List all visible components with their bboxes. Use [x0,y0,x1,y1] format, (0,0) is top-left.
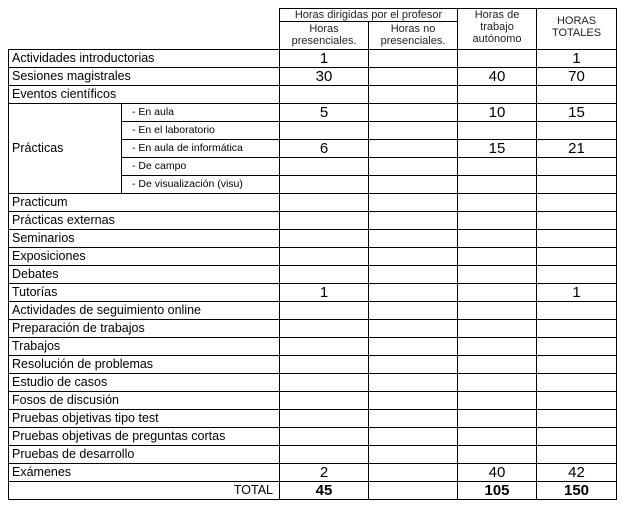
practicas-sub-label: - En aula [122,104,280,122]
total-cell: 70 [537,68,617,86]
table-row [9,86,617,104]
presenciales-cell: 2 [280,464,369,482]
total-cell [537,356,617,374]
autonomo-cell [458,374,537,392]
table-row [9,68,617,86]
total-autonomo-cell: 105 [458,482,537,500]
autonomo-cell [458,428,537,446]
total-cell: 1 [537,284,617,302]
presenciales-cell [280,194,369,212]
header-no-presenciales-cell: Horas no presenciales. [369,22,458,50]
total-cell [537,446,617,464]
activity-label: Actividades de seguimiento online [9,302,280,320]
presenciales-cell [280,320,369,338]
activity-label: Preparación de trabajos [9,320,280,338]
presenciales-cell [280,158,369,176]
table-row [9,410,617,428]
autonomo-cell [458,356,537,374]
no-presenciales-cell [369,266,458,284]
activity-label: Seminarios [9,230,280,248]
total-cell [537,428,617,446]
presenciales-cell [280,392,369,410]
table-row [9,320,617,338]
activity-label: Prácticas externas [9,212,280,230]
activity-label: Pruebas objetivas de preguntas cortas [9,428,280,446]
table-row [9,194,617,212]
table-row [9,212,617,230]
total-cell: 15 [537,104,617,122]
table-row [9,284,617,302]
activity-label: Exposiciones [9,248,280,266]
no-presenciales-cell [369,122,458,140]
no-presenciales-cell [369,194,458,212]
table-row [9,446,617,464]
activity-label: Actividades introductorias [9,50,280,68]
autonomo-cell [458,248,537,266]
activity-label: Practicum [9,194,280,212]
presenciales-cell [280,248,369,266]
autonomo-cell [458,302,537,320]
autonomo-cell [458,122,537,140]
presenciales-cell [280,86,369,104]
activity-label: Tutorías [9,284,280,302]
activity-label: Estudio de casos [9,374,280,392]
total-total-cell: 150 [537,482,617,500]
practicas-sub-label: - De visualización (visu) [122,176,280,194]
presenciales-cell [280,374,369,392]
activity-label: Eventos científicos [9,86,280,104]
activity-label: Pruebas objetivas tipo test [9,410,280,428]
header-totales-cell: HORAS TOTALES [537,9,617,50]
presenciales-cell [280,446,369,464]
no-presenciales-cell [369,50,458,68]
presenciales-cell [280,356,369,374]
autonomo-cell [458,86,537,104]
autonomo-cell [458,212,537,230]
no-presenciales-cell [369,140,458,158]
presenciales-cell: 1 [280,284,369,302]
practicas-row [9,104,617,122]
presenciales-cell [280,428,369,446]
total-cell [537,410,617,428]
activity-label: Trabajos [9,338,280,356]
autonomo-cell [458,410,537,428]
autonomo-cell [458,338,537,356]
header-presenciales-cell: Horas presenciales. [280,22,369,50]
total-no-presenciales-cell [369,482,458,500]
autonomo-cell [458,50,537,68]
activity-label: Pruebas de desarrollo [9,446,280,464]
total-cell [537,248,617,266]
table-row [9,374,617,392]
presenciales-cell [280,410,369,428]
autonomo-cell: 15 [458,140,537,158]
autonomo-cell [458,446,537,464]
table-row [9,266,617,284]
autonomo-cell: 10 [458,104,537,122]
total-cell [537,158,617,176]
no-presenciales-cell [369,464,458,482]
no-presenciales-cell [369,86,458,104]
total-cell [537,176,617,194]
presenciales-cell: 1 [280,50,369,68]
autonomo-cell [458,284,537,302]
table-row [9,50,617,68]
total-cell [537,320,617,338]
no-presenciales-cell [369,338,458,356]
total-cell [537,338,617,356]
autonomo-cell [458,320,537,338]
presenciales-cell [280,302,369,320]
no-presenciales-cell [369,374,458,392]
header-blank-cell [9,9,280,50]
total-cell: 42 [537,464,617,482]
no-presenciales-cell [369,392,458,410]
header-group-cell: Horas dirigidas por el profesor [280,9,458,22]
activity-label: Fosos de discusión [9,392,280,410]
autonomo-cell [458,176,537,194]
no-presenciales-cell [369,320,458,338]
presenciales-cell [280,122,369,140]
no-presenciales-cell [369,446,458,464]
table-row [9,392,617,410]
no-presenciales-cell [369,158,458,176]
no-presenciales-cell [369,428,458,446]
practicas-sub-label: - En el laboratorio [122,122,280,140]
no-presenciales-cell [369,410,458,428]
presenciales-cell [280,338,369,356]
total-cell: 1 [537,50,617,68]
presenciales-cell: 5 [280,104,369,122]
no-presenciales-cell [369,302,458,320]
total-cell [537,374,617,392]
total-cell: 21 [537,140,617,158]
no-presenciales-cell [369,356,458,374]
no-presenciales-cell [369,104,458,122]
presenciales-cell [280,266,369,284]
no-presenciales-cell [369,230,458,248]
table-row [9,338,617,356]
presenciales-cell: 30 [280,68,369,86]
total-cell [537,86,617,104]
total-presenciales-cell: 45 [280,482,369,500]
total-cell [537,212,617,230]
table-row [9,302,617,320]
practicas-sub-label: - En aula de informática [122,140,280,158]
no-presenciales-cell [369,68,458,86]
autonomo-cell [458,158,537,176]
table-row [9,248,617,266]
total-cell [537,266,617,284]
autonomo-cell [458,194,537,212]
no-presenciales-cell [369,176,458,194]
header-autonomo-cell: Horas de trabajo autónomo [458,9,537,50]
presenciales-cell [280,176,369,194]
total-cell [537,392,617,410]
presenciales-cell [280,230,369,248]
practicas-label: Prácticas [9,104,122,194]
activity-label: Debates [9,266,280,284]
total-cell [537,194,617,212]
autonomo-cell: 40 [458,68,537,86]
autonomo-cell: 40 [458,464,537,482]
activity-label: Sesiones magistrales [9,68,280,86]
presenciales-cell: 6 [280,140,369,158]
table-row [9,356,617,374]
total-row [9,482,617,500]
table-row [9,428,617,446]
total-label: TOTAL [9,482,280,500]
total-cell [537,230,617,248]
autonomo-cell [458,266,537,284]
total-cell [537,302,617,320]
table-row [9,230,617,248]
total-cell [537,122,617,140]
autonomo-cell [458,230,537,248]
no-presenciales-cell [369,212,458,230]
presenciales-cell [280,212,369,230]
activity-label: Exámenes [9,464,280,482]
autonomo-cell [458,392,537,410]
hours-table [8,8,617,500]
activity-label: Resolución de problemas [9,356,280,374]
table-row [9,464,617,482]
no-presenciales-cell [369,284,458,302]
practicas-sub-label: - De campo [122,158,280,176]
no-presenciales-cell [369,248,458,266]
